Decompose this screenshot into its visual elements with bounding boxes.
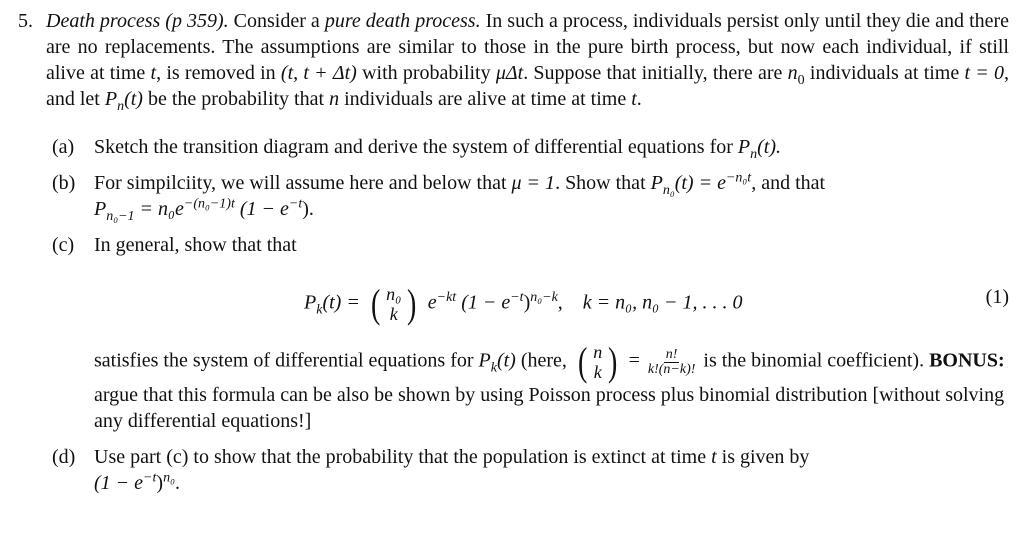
part-b-text: For simpilciity, we will assume here and below that μ = 1. Show that $P_{n_0}(t) = e^{-n_0t}$, and that $P_{n_0-1} = n_0e^{-(n_0-1)t}$ $(1 - e^{-t})$. [94, 170, 826, 224]
problem-title: Death process (p 359). [46, 10, 229, 32]
sub-parts-list [46, 134, 1009, 496]
problem-intro: Death process (p 359). Consider a pure death process. In such a process, individuals persist only until they die and there are no replacements. The assumptions are similar to those in the pure birth process, but now each individual, if still alive at time t, is removed in (t, t + Δt) with probability μΔt. Suppose that initially, there are $n_0$ individuals at time t = 0, and let $P_n(t)$ be the probability that n individuals are alive at time at time t. [46, 10, 1010, 114]
bonus-label: BONUS: [929, 349, 1005, 372]
part-c-label: (c) [52, 234, 75, 256]
binomial-coefficient-inline: ( n k ) [577, 339, 618, 384]
part-c-intro: In general, show that that [94, 234, 297, 256]
part-c-body: satisfies the system of differential equations for $P_k(t)$ (here, ( n k ) = $\frac{n!}{k!(n-k)!}$ is the binomial coefficient). BONUS: argue that this formula can be also be shown by using Poisson process plus binomial distribution [without solving any differential equations!] [94, 339, 1005, 432]
equation-number: (1) [985, 286, 1009, 308]
problem-5 [18, 8, 1009, 496]
equation-body: $P_k(t)$ = ( n₀ k ) $e^{-kt}$ $(1 - e^{-t})^{n_0-k}$, k = n₀, n₀ − 1, . . . 0 [304, 281, 743, 326]
part-d-text: Use part (c) to show that the probability that the population is extinct at time t is given by $(1 - e^{-t})^{n_0}$. [94, 446, 810, 494]
equation-1 [94, 272, 1009, 332]
part-b-label: (b) [52, 172, 76, 194]
part-d [52, 444, 1009, 496]
binomial-coefficient: ( n₀ k ) [370, 281, 417, 326]
part-c [52, 232, 1009, 434]
factorial-fraction: $\frac{n!}{k!(n-k)!}$ [647, 346, 696, 377]
part-b [52, 170, 1009, 222]
part-a-text: Sketch the transition diagram and derive the system of differential equations for $P_n(t)$. [94, 136, 781, 162]
part-a [52, 134, 1009, 160]
part-a-label: (a) [52, 136, 75, 158]
part-d-label: (d) [52, 446, 76, 468]
problem-number: 5. [18, 10, 33, 32]
